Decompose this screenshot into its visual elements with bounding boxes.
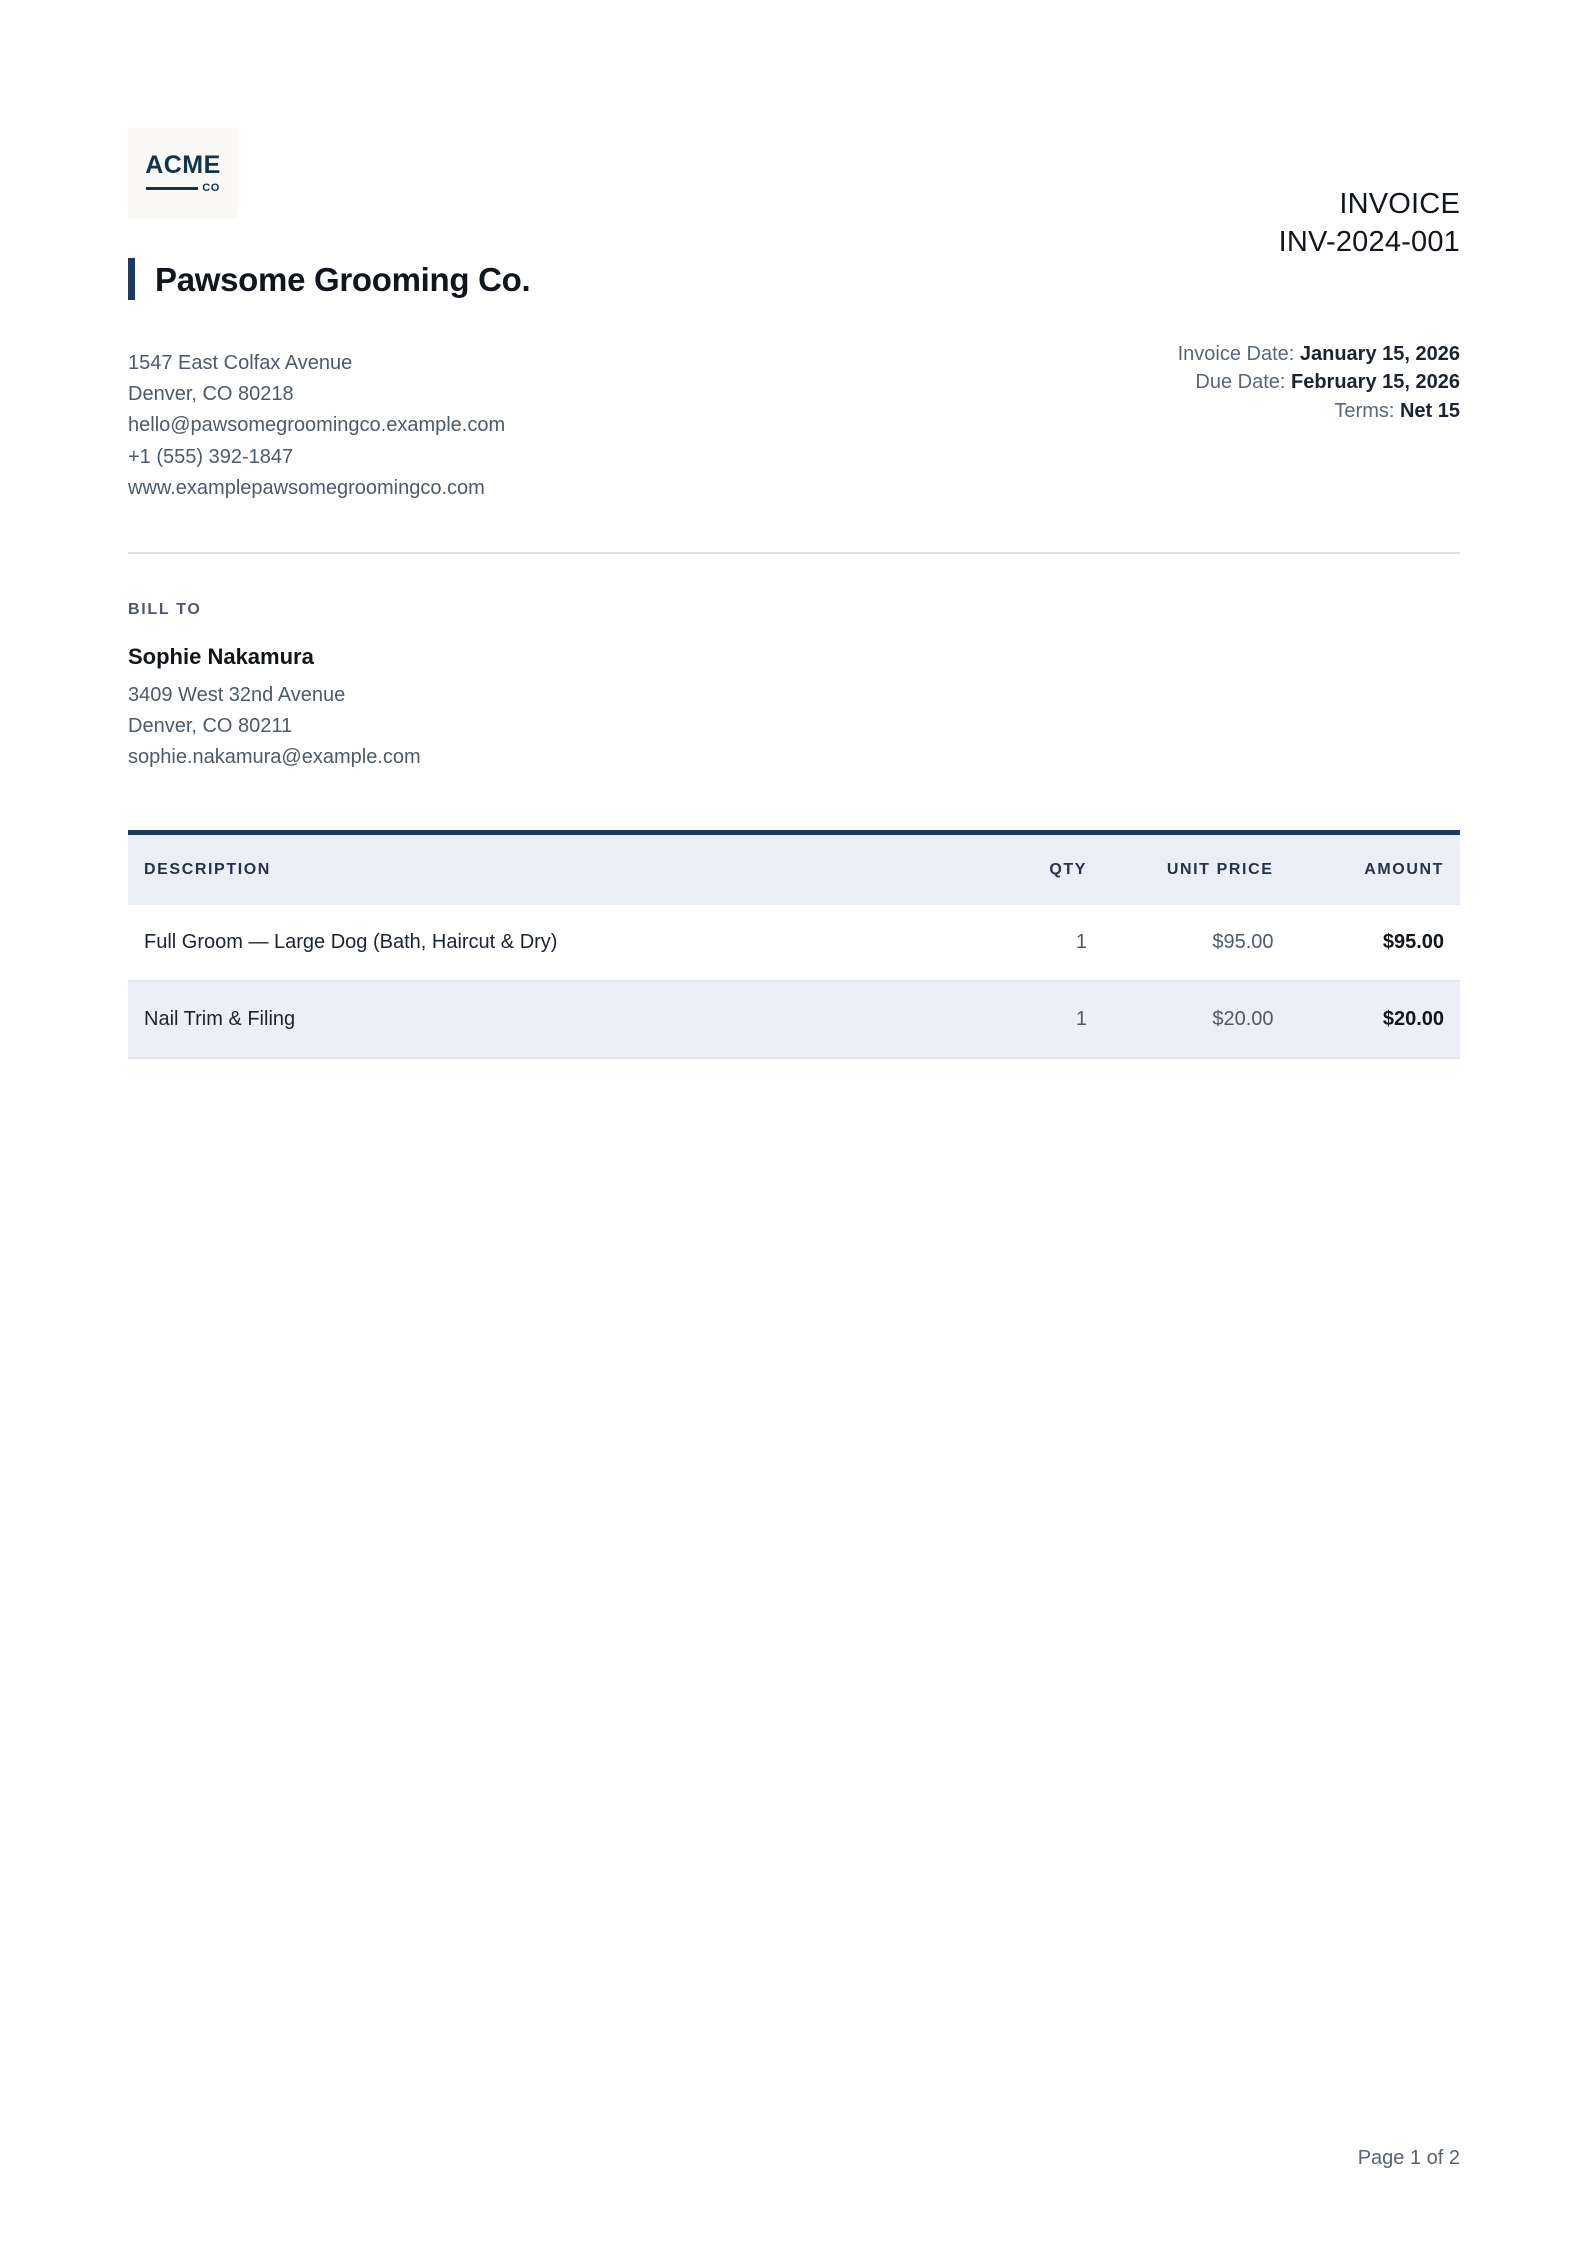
column-header-qty: QTY (1049, 861, 1088, 878)
row-unit-price: $95.00 (1087, 905, 1273, 981)
company-logo (128, 128, 238, 218)
invoice-meta-block (1178, 340, 1460, 425)
logo-subtext: CO (202, 181, 220, 194)
logo-wordmark: ACME (145, 150, 221, 179)
invoice-title-block (1279, 186, 1460, 261)
page-number: Page 1 of 2 (1357, 2147, 1460, 2169)
company-email: hello@pawsomegroomingco.example.com (128, 414, 506, 437)
row-description: Full Groom — Large Dog (Bath, Haircut & Dry) (128, 905, 954, 981)
due-date-value: February 15, 2026 (1291, 371, 1460, 394)
bill-to-address-line1: 3409 West 32nd Avenue (128, 684, 346, 706)
company-name-row (128, 258, 530, 300)
column-header-description: DESCRIPTION (144, 861, 271, 878)
bill-to-block (128, 602, 421, 773)
company-name: Pawsome Grooming Co. (155, 260, 531, 298)
row-description: Nail Trim & Filing (128, 981, 954, 1058)
terms-value: Net 15 (1399, 399, 1460, 422)
accent-bar (128, 258, 135, 300)
company-contact-block (128, 348, 505, 504)
bill-to-label: BILL TO (128, 601, 202, 618)
row-qty: 1 (954, 981, 1087, 1058)
column-header-unit-price: UNIT PRICE (1166, 861, 1274, 878)
row-qty: 1 (954, 905, 1087, 981)
company-website: www.examplepawsomegroomingco.com (128, 476, 485, 499)
invoice-number: INV-2024-001 (1278, 225, 1460, 258)
bill-to-name: Sophie Nakamura (128, 644, 314, 669)
invoice-date-line (1178, 340, 1460, 368)
table-header-row (128, 835, 1460, 905)
table-row (128, 905, 1460, 981)
logo-rule-row (146, 183, 220, 194)
row-amount: $20.00 (1274, 981, 1461, 1058)
bill-to-email: sophie.nakamura@example.com (128, 746, 421, 768)
logo-underline-rule (146, 187, 198, 190)
page-title: INVOICE (1339, 188, 1460, 220)
bill-to-address-line2: Denver, CO 80211 (128, 715, 293, 737)
due-date-label: Due Date: (1195, 371, 1286, 394)
invoice-date-label: Invoice Date: (1177, 343, 1295, 365)
row-unit-price: $20.00 (1087, 981, 1273, 1058)
terms-label: Terms: (1334, 399, 1395, 422)
table-row (128, 981, 1460, 1058)
bill-to-lines (128, 680, 421, 773)
header-divider (128, 552, 1460, 554)
row-amount: $95.00 (1274, 905, 1461, 981)
line-items-table (128, 830, 1460, 1059)
due-date-line (1178, 368, 1460, 396)
invoice-date-value: January 15, 2026 (1299, 343, 1460, 365)
terms-line (1178, 397, 1460, 425)
company-address-line2: Denver, CO 80218 (128, 383, 294, 406)
column-header-amount: AMOUNT (1364, 861, 1444, 878)
page-footer (1358, 2148, 1460, 2168)
invoice-content (128, 0, 1460, 2246)
company-phone: +1 (555) 392-1847 (128, 445, 294, 468)
company-address-line1: 1547 East Colfax Avenue (128, 352, 353, 374)
